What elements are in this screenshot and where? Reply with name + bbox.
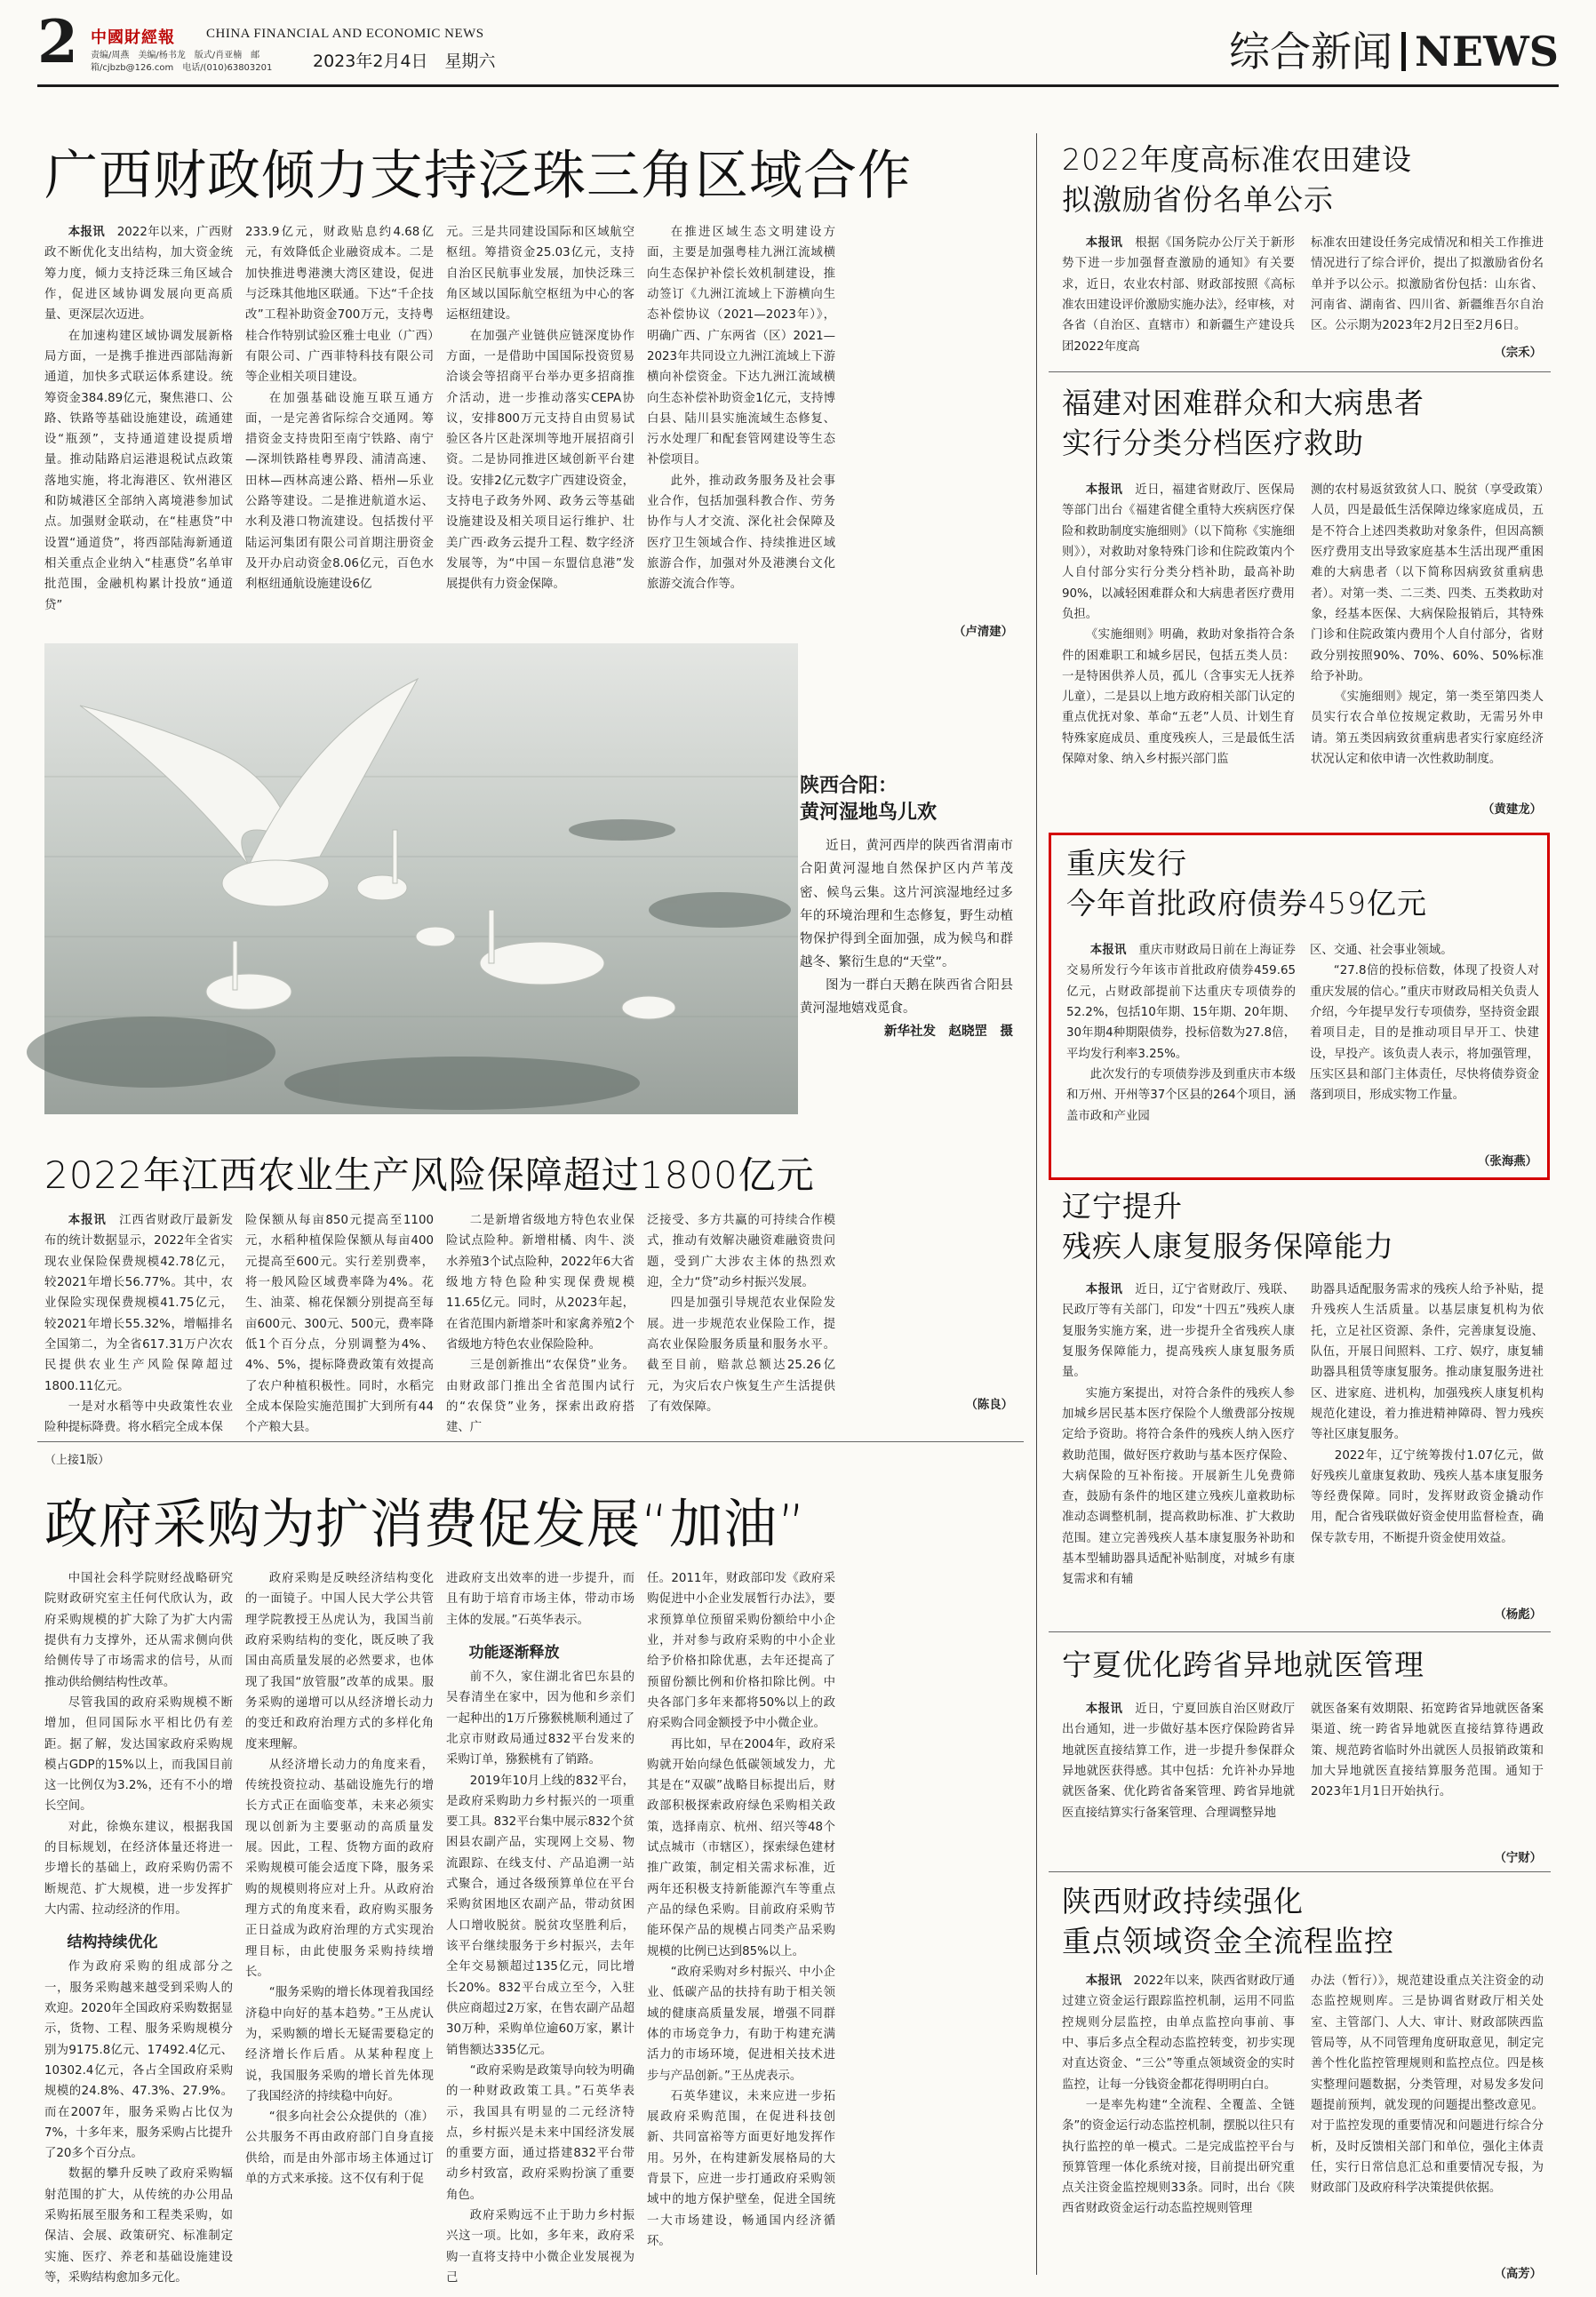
headline-procurement: 政府采购为扩消费促发展“加油” [44, 1494, 807, 1556]
ningxia-byline: （宁财） [1494, 1852, 1542, 1865]
divider-3 [1049, 1871, 1551, 1872]
jiangxi-col-1: 本报讯 江西省财政厅最新发布的统计数据显示，2022年全省实现农业保险保费规模42.78亿元，较2021年增长56.77%。其中，农业保险实现保费规模41.75亿元，较2021年增长55.32%，增幅排名全国第二，为全省617.31万户次农民提供农业生产风险保障超过1800.11亿元。 一是对水稻等中央政策性农业险种提标降费。将水稻完全成本保 [44, 1214, 234, 1435]
photo-caption-text: 近日，黄河西岸的陕西省渭南市合阳黄河湿地自然保护区内芦苇茂密、候鸟云集。这片河滨湿地经过多年的环境治理和生态修复，野生动植物保护得到全面加强，成为候鸟和群越冬、繁衍生息的“天堂”。 图为一群白天鹅在陕西省合阳县黄河湿地嬉戏觅食。 新华社发 赵晓罡 摄 [800, 839, 1013, 1040]
procurement-col-2: 政府采购是反映经济结构变化的一面镜子。中国人民大学公共管理学院教授王丛虎认为，我国当前政府采购结构的变化，既反映了我国由高质量发展的必然要求，也体现了我国“放管服”改革的成果。服务采购的递增可以从经济增长动力的变迁和政府治理方式的多样化角度来理解。 从经济增长动力的角度来看，传统投资拉动、基础设施先行的增长方式正在面临变革，未来必须实现以创新为主要驱动的高质量发展。因此，工程、货物方面的政府采购规模可能会适度下降，服务采购的规模则将应对上升。从政府治理方式的角度来看，政府购买服务正日益成为政府治理的方式实现治理目标，由此使服务采购持续增长。 “服务采购的增长体现着我国经济稳中向好的基本趋势。”王丛虎认为，采购额的增长无疑需要稳定的经济增长作后盾。从某种程度上说，我国服务采购的增长首先体现了我国经济的持续稳中向好。 “很多向社会公众提供的（准）公共服务不再由政府部门自身直接供给，而是由外部市场主体通过订单的方式来承接。这不仅有利于促 [245, 1572, 434, 2187]
jiangxi-col-3: 二是新增省级地方特色农业保险试点险种。新增柑橘、肉牛、淡水养殖3个试点险种，2022年6大省级地方特色险种实现保费规模11.65亿元。同时，从2023年起，在省范围内新增茶叶和家禽养殖2个省级地方特色农业保险险种。 三是创新推出“农保贷”业务。由财政部门推出全省范围内试行的“农保贷”业务，探索出政府搭建、广 [446, 1214, 634, 1435]
ningxia-col-2: 就医备案有效期限、拓宽跨省异地就医备案渠道、统一跨省异地就医直接结算待遇政策、规范跨省临时外出就医人员报销政策和加大异地就医直接结算服务范围。通知于2023年1月1日开始执行。 [1311, 1703, 1544, 1799]
headline-ningxia: 宁夏优化跨省异地就医管理 [1062, 1647, 1424, 1682]
chongqing-col-2: 区、交通、社会事业领域。 “27.8倍的投标倍数，体现了投资人对重庆发展的信心。”重庆市财政局相关负责人介绍，今年提早发行专项债券，坚持资金跟着项目走，目的是推动项目早开工、快建设，早投产。该负责人表示，将加强管理，压实区县和部门主体责任，尽快将债券资金落到项目，形成实物工作量。 [1310, 944, 1539, 1103]
photo-caption-box [800, 773, 1013, 1043]
jiangxi-col-2: 险保额从每亩850元提高至1100元，水稻种植保险保额从每亩400元提高至600元。实行差别费率，将一般风险区域费率降为4%。花生、油菜、棉花保额分别提高至每亩600元、300元、500元，费率降低1个百分点，分别调整为4%、4%、5%，提标降费政策有效提高了农户种植积极性。同时，水稻完全成本保险实施范围扩大到所有44个产粮大县。 [245, 1214, 434, 1435]
jiangxi-col-4: 泛接受、多方共赢的可持续合作模式，推动有效解决融资难融资贵问题，受到广大涉农主体的热烈欢迎，全力“贷”动乡村振兴发展。 四是加强引导规范农业保险发展。进一步规范农业保险工作，提高农业保险服务质量和服务水平。截至目前，赔款总额达25.26亿元，为灾后农户恢复生产生活提供了有效保障。 [647, 1214, 835, 1414]
fujian-byline: （黄建龙） [1482, 803, 1542, 817]
subheading-structure: 结构持续优化 [67, 1934, 158, 1952]
chongqing-byline: （张海燕） [1478, 1155, 1537, 1168]
guangxi-col-4: 在推进区域生态文明建设方面，主要是加强粤桂九洲江流域横向生态保护补偿长效机制建设，推动签订《九洲江流域上下游横向生态补偿协议（2021—2023年）》，明确广西、广东两省（区）2021—2023年共同设立九洲江流域上下游横向补偿资金。下达九洲江流域横向生态补偿补助资金1亿元，支持博白县、陆川县实施流域生态修复、污水处理厂和配套管网建设等生态补偿项目。 此外，推动政务服务及社会事业合作，包括加强科教合作、劳务协作与人才交流、深化社会保障及医疗卫生领域合作、持续推进区域旅游合作，加强对外及港澳台文化旅游交流合作等。 [647, 226, 835, 592]
farmland-col-1: 本报讯 根据《国务院办公厅关于新形势下进一步加强督查激励的通知》有关要求，近日，农业农村部、财政部按照《高标准农田建设评价激励实施办法》，经审核，对各省（自治区、直辖市）和新疆生产建设兵团2022年度高 [1062, 236, 1296, 354]
swans-wetland-image [44, 643, 798, 1114]
liaoning-col-1: 本报讯 近日，辽宁省财政厅、残联、民政厅等有关部门，印发“十四五”残疾人康复服务实施方案，进一步提升全省残疾人康复服务保障能力，提高残疾人康复服务质量。 实施方案提出，对符合条件的残疾人参加城乡居民基本医疗保险个人缴费部分按规定给予资助。将符合条件的残疾人纳入医疗救助范围，做好医疗救助与基本医疗保险、大病保险的互补衔接。开展新生儿免费筛查，鼓励有条件的地区建立残疾儿童救助标准动态调整机制，提高救助标准、扩大救助范围。建立完善残疾人基本康复服务补助和基本型辅助器具适配补贴制度，对城乡有康复需求和有辅 [1062, 1283, 1296, 1587]
editor-credits: 责编/周燕 美编/杨书龙 版式/肖亚楠 邮箱/cjbzb@126.com 电话/(010)63803201 [91, 51, 273, 73]
subheading-function: 功能逐渐释放 [468, 1643, 560, 1662]
headline-fujian: 福建对困难群众和大病患者 实行分类分档医疗救助 [1062, 386, 1424, 460]
divider-1 [1049, 371, 1551, 372]
chongqing-col-1: 本报讯 重庆市财政局日前在上海证券交易所发行今年该市首批政府债券459.65亿元，占财政部提前下达重庆专项债券的52.2%，包括10年期、15年期、20年期、30年期4种期限债券，投标倍数为27.8倍，平均发行利率3.25%。 此次发行的专项债券涉及到重庆市本级和万州、开州等37个区县的264个项目，涵盖市政和产业园 [1066, 944, 1297, 1123]
procurement-col-1: 中国社会科学院财经战略研究院财政研究室主任何代欣认为，政府采购规模的扩大除了为扩大内需提供有力支撑外，还从需求侧向供给侧传导了市场需求的信号，从而推动供给侧结构性改革。 尽管我国的政府采购规模不断增加，但同国际水平相比仍有差距。据了解，发达国家政府采购规模占GDP的15%以上，而我国目前这一比例仅为3.2%，还有不小的增长空间。 对此，徐焕东建议，根据我国的目标规划，在经济体量还将进一步增长的基础上，政府采购仍需不断规范、扩大规模，进一步发挥扩大内需、拉动经济的作用。 结构持续优化 作为政府采购的组成部分之一，服务采购越来越受到采购人的欢迎。2020年全国政府采购数据显示，货物、工程、服务采购规模分别为9175.8亿元、17492.4亿元、10302.4亿元，各占全国政府采购规模的24.8%、47.3%、27.9%。而在2007年，服务采购占比仅为7%，十多年来，服务采购占比提升了20多个百分点。 数据的攀升反映了政府采购辐射范围的扩大，从传统的办公用品采购拓展至服务和工程类采购，如保洁、会展、政策研究、标准制定实施、医疗、养老和基础设施建设等，采购结构愈加多元化。 [44, 1572, 233, 2285]
shaanxi-col-1: 本报讯 2022年以来，陕西省财政厅通过建立资金运行跟踪监控机制，运用不同监控规则分层监控，由单点监控向事前、事中、事后多点全程动态监控转变，初步实现对直达资金、“三公”等重点领域资金的实时监控，让每一分钱资金都花得明明白白。 一是率先构建“全流程、全覆盖、全链条”的资金运行动态监控机制，摆脱以往只有执行监控的单一模式。二是完成监控平台与预算管理一体化系统对接，目前提出研究重点关注资金监控规则33条。同时，出台《陕西省财政资金运行动态监控规则管理 [1062, 1974, 1296, 2216]
section-title [1229, 20, 1559, 78]
section-title-en: NEWS [1415, 28, 1559, 76]
guangxi-col-2: 233.9亿元，财政贴息约4.68亿元，有效降低企业融资成本。二是加快推进粤港澳大湾区建设，促进与泛珠其他地区联通。下达“千企技改”工程补助资金700万元，支持粤桂合作特别试验区雅士电业（广西）有限公司、广西菲特科技有限公司等企业相关项目建设。 在加强基础设施互联互通方面，一是完善省际综合交通网。筹措资金支持贵阳至南宁铁路、南宁—深圳铁路桂粤界段、浦清高速、田林—西林高速公路、梧州—乐业公路等建设。二是推进航道水运、水利及港口物流建设。包括拨付平陆运河集团有限公司首期注册资金及开办启动资金8.06亿元，百色水利枢纽通航设施建设6亿 [245, 226, 434, 592]
headline-guangxi: 广西财政倾力支持泛珠三角区域合作 [44, 145, 912, 207]
shaanxi-col-2: 办法（暂行）》，规范建设重点关注资金的动态监控规则库。三是协调省财政厅相关处室、主管部门、人大、审计、财政部陕西监管局等，从不同管理角度研取意见，制定完善个性化监控管理规则和监控点位。四是核实整理问题数据，分类管理，对易发多发问题提前预判，就发现的问题提出整改意见。对于监控发现的重要情况和问题进行综合分析，及时反馈相关部门和单位，强化主体责任，实行日常信息汇总和重要情况专报，为财政部门及政府科学决策提供依据。 [1311, 1974, 1544, 2196]
section-divider [1401, 32, 1406, 71]
ningxia-col-1: 本报讯 近日，宁夏回族自治区财政厅出台通知，进一步做好基本医疗保险跨省异地就医直接结算工作，进一步提升参保群众异地就医获得感。其中包括：允许补办异地就医备案、优化跨省备案管理、跨省异地就医直接结算实行备案管理、合理调整异地 [1062, 1703, 1296, 1820]
procurement-col-3: 进政府支出效率的进一步提升，而且有助于培育市场主体，带动市场主体的发展。”石英华表示。 功能逐渐释放 前不久，家住湖北省巴东县的吴春清坐在家中，因为他和乡亲们一起种出的1万斤猕猴桃顺利通过了北京市财政局通过832平台发来的采购订单，猕猴桃有了销路。 2019年10月上线的832平台，是政府采购助力乡村振兴的一项重要工具。832平台集中展示832个贫困县农副产品，实现网上交易、物流跟踪、在线支付、产品追溯一站式聚合，通过各级预算单位在平台采购贫困地区农副产品，带动贫困人口增收脱贫。脱贫攻坚胜利后，该平台继续服务于乡村振兴，去年全年交易额超过135亿元，同比增长20%。832平台成立至今，入驻供应商超过2万家，在售农副产品超30万种，采购单位逾60万家，累计销售额达335亿元。 “政府采购是政策导向较为明确的一种财政政策工具。”石英华表示，我国具有明显的二元经济特点，乡村振兴是未来中国经济发展的重要方面，通过搭建832平台带动乡村致富，政府采购扮演了重要角色。 政府采购远不止于助力乡村振兴这一项。比如，多年来，政府采购一直将支持中小微企业发展视为己 [446, 1572, 634, 2285]
farmland-col-2: 标准农田建设任务完成情况和相关工作推进情况进行了综合评价，提出了拟激励省份名单并予以公示。拟激励省份包括：山东省、河南省、湖南省、四川省、新疆维吾尔自治区。公示期为2023年2月2日至2月6日。 [1311, 236, 1544, 333]
liaoning-byline: （杨彪） [1494, 1608, 1542, 1622]
guangxi-col-1: 本报讯 2022年以来，广西财政不断优化支出结构，加大资金统筹力度，倾力支持泛珠三角区域合作，促进区域协调发展向更高质量、更深层次迈进。 在加速构建区域协调发展新格局方面，一是携手推进西部陆海新通道，加快多式联运体系建设。统筹资金384.89亿元，聚焦港口、公路、铁路等基础设施建设，疏通建设“瓶颈”，支持通道建设提质增量。推动陆路启运港退税试点政策落地实施，将北海港区、钦州港区和防城港区全部纳入离境港参加试点。加强财金联动，在“桂惠贷”中设置“通道贷”，将西部陆海新通道相关重点企业纳入“桂惠贷”名单审批范围，金融机构累计投放“通道贷” [44, 226, 234, 612]
procurement-col-4: 任。2011年，财政部印发《政府采购促进中小企业发展暂行办法》，要求预算单位预留采购份额给中小企业，并对参与政府采购的中小企业给予价格扣除优惠，去年还提高了预留份额比例和价格扣除比例。中央各部门多年来都将50%以上的政府采购合同金额授予中小微企业。 再比如，早在2004年，政府采购就开始向绿色低碳领域发力，尤其是在“双碳”战略目标提出后，财政部积极探索政府绿色采购相关政策，选择南京、杭州、绍兴等48个试点城市（市辖区），探索绿色建材推广政策，制定相关需求标准，近两年还积极支持新能源汽车等重点产品的绿色采购。目前政府采购节能环保产品的规模占同类产品采购规模的比例已达到85%以上。 “政府采购对乡村振兴、中小企业、低碳产品的扶持有助于相关领域的健康高质量发展，增强不同群体的市场竞争力，有助于构建充满活力的市场环境，促进相关技术进步与产品创新。”王丛虎表示。 石英华建议，未来应进一步拓展政府采购范围，在促进科技创新、共同富裕等方面更好地发挥作用。另外，在构建新发展格局的大背景下，应进一步打通政府采购领域中的地方保护壁垒，促进全国统一大市场建设，畅通国内经济循环。 [647, 1572, 835, 2248]
headline-shaanxi: 陕西财政持续强化 重点领域资金全流程监控 [1062, 1884, 1394, 1958]
newspaper-logo: 中國財經報 [91, 28, 175, 47]
continued-label: （上接1版） [44, 1454, 110, 1467]
issue-date: 2023年2月4日 星期六 [313, 52, 496, 71]
shaanxi-byline: （高芳） [1494, 2268, 1542, 2281]
masthead-rule [37, 84, 1559, 87]
headline-farmland: 2022年度高标准农田建设 拟激励省份名单公示 [1062, 142, 1412, 217]
farmland-byline: （宗禾） [1494, 347, 1542, 360]
divider-2 [1049, 1631, 1551, 1632]
section-title-cn: 综合新闻 [1229, 28, 1393, 76]
headline-chongqing: 重庆发行 今年首批政府债券459亿元 [1066, 846, 1427, 921]
newspaper-name-en: CHINA FINANCIAL AND ECONOMIC NEWS [206, 27, 484, 41]
column-divider [1036, 133, 1037, 2275]
photo-caption-title-2: 黄河湿地鸟儿欢 [800, 801, 938, 824]
page-number: 2 [37, 7, 78, 76]
photo-caption-title-1: 陕西合阳： [800, 775, 898, 797]
guangxi-col-3: 元。三是共同建设国际和区域航空枢纽。筹措资金25.03亿元，支持自治区民航事业发展，加快泛珠三角区域以国际航空枢纽为中心的客运枢纽建设。 在加强产业链供应链深度协作方面，一是借助中国国际投资贸易洽谈会等招商平台举办更多招商推介活动，进一步推动落实CEPA协议，安排800万元支持自由贸易试验区各片区赴深圳等地开展招商引资。二是协同推进区域创新平台建设。安排2亿元数字广西建设资金，支持电子政务外网、政务云等基础设施建设及相关项目运行维护、壮美广西·政务云提升工程、数字经济发展等，为“中国－东盟信息港”发展提供有力资金保障。 [446, 226, 634, 592]
headline-liaoning: 辽宁提升 残疾人康复服务保障能力 [1062, 1189, 1394, 1264]
procurement-rule [37, 1441, 1024, 1442]
headline-jiangxi: 2022年江西农业生产风险保障超过1800亿元 [44, 1153, 815, 1197]
swan-photo [44, 643, 798, 1114]
fujian-col-1: 本报讯 近日，福建省财政厅、医保局等部门出台《福建省健全重特大疾病医疗保险和救助制度实施细则》（以下简称《实施细则》），对救助对象特殊门诊和住院政策内个人自付部分实行分类分档补助，最高补助90%，以减轻困难群众和大病患者医疗费用负担。 《实施细则》明确，救助对象指符合条件的困难职工和城乡居民，包括五类人员：一是特困供养人员，孤儿（含事实无人抚养儿童），二是县以上地方政府相关部门认定的重点优抚对象、革命“五老”人员、计划生育特殊家庭成员、重度残疾人，三是最低生活保障对象、纳入乡村振兴部门监 [1062, 483, 1296, 767]
jiangxi-byline: （陈良） [965, 1399, 1013, 1412]
fujian-col-2: 测的农村易返贫致贫人口、脱贫（享受政策）人员，四是最低生活保障边缘家庭成员，五是不符合上述四类救助对象条件，但因高额医疗费用支出导致家庭基本生活出现严重困难的大病患者（以下简称因病致贫重病患者）。对第一类、二三类、四类、五类救助对象，经基本医保、大病保险报销后，其特殊门诊和住院政策内费用个人自付部分，省财政分别按照90%、70%、60%、50%标准给予补助。 《实施细则》规定，第一类至第四类人员实行农合单位按规定救助，无需另外申请。第五类因病致贫重病患者实行家庭经济状况认定和依申请一次性救助制度。 [1311, 483, 1544, 767]
guangxi-byline: （卢清建） [954, 626, 1013, 639]
liaoning-col-2: 助器具适配服务需求的残疾人给予补贴，提升残疾人生活质量。以基层康复机构为依托，立足社区资源、条件，完善康复设施、队伍，开展日间照料、工疗、娱疗，康复辅助器具租赁等康复服务。推动康复服务进社区、进家庭、进机构，加强残疾人康复机构规范化建设，着力推进精神障碍、智力残疾等社区康复服务。 2022年，辽宁统筹拨付1.07亿元，做好残疾儿童康复救助、残疾人基本康复服务等经费保障。同时，发挥财政资金撬动作用，配合省残联做好资金使用监督检查，确保专款专用，不断提升资金使用效益。 [1311, 1283, 1544, 1545]
